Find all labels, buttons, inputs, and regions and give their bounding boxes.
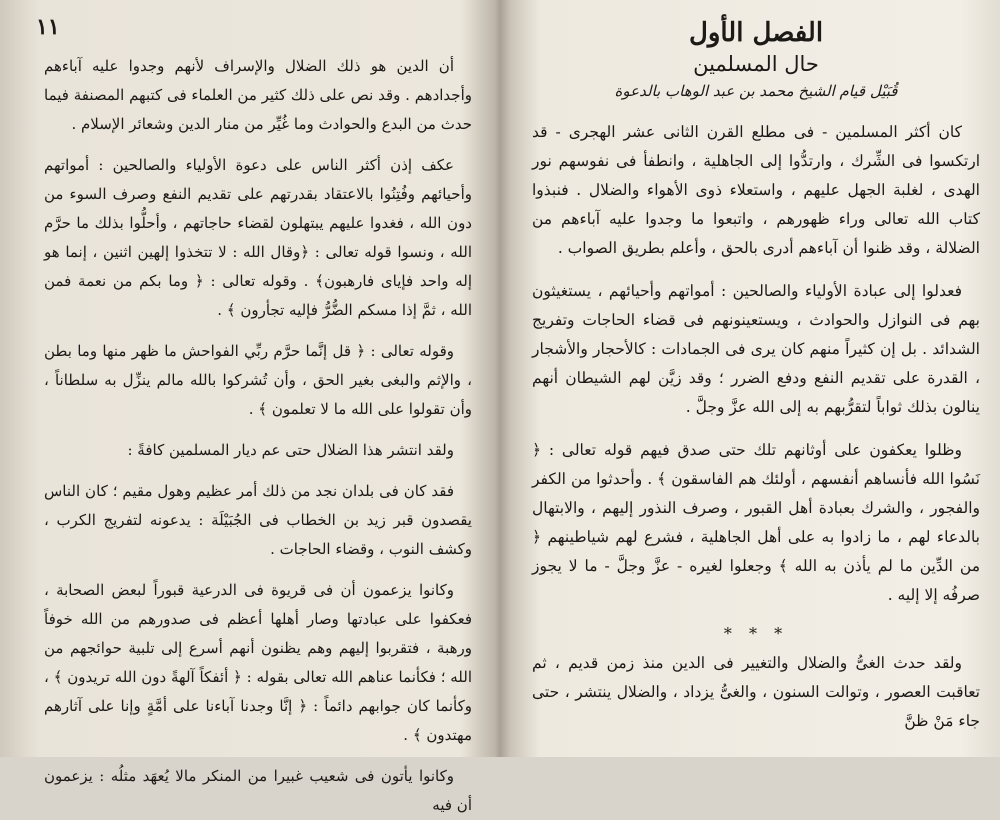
section-subtitle: قُبَيْل قيام الشيخ محمد بن عبد الوهاب بالدعوة	[614, 82, 898, 100]
paragraph: أن الدين هو ذلك الضلال والإسراف لأنهم وجدوا عليه آباءهم وأجدادهم . وقد نص على ذلك كثير من العلماء فى كتبهم المصنفة فيما حدث من البدع والحوادث وما غُيِّر من منار الدين وشعائر الإسلام .	[44, 57, 472, 133]
paragraph: ولقد انتشر هذا الضلال حتى عم ديار المسلمين كافةً :	[127, 441, 454, 459]
paragraph: وظلوا يعكفون على أوثانهم تلك حتى صدق فيهم قوله تعالى : ﴿ نَسُوا الله فأنساهم أنفسهم ، أولئك هم الفاسقون ﴾ . وأحدثوا من الكفر والفجور ، والشرك بعبادة أهل القبور ، وصرف النذور إليهم ، والابتهال بالدعاء لهم ، ما زادوا به على أهل الجاهلية ، فشرع لهم شياطينهم ﴿ من الدِّين ما لم يأذن به الله ﴾ وجعلوا لغيره - عزَّ وجلَّ - ما لا يجوز صرفُه إلا إليه .	[532, 441, 980, 604]
paragraph: وقوله تعالى : ﴿ قل إنَّما حرَّم ربِّي الفواحش ما ظهر منها وما بطن ، والإثم والبغى بغير الحق ، وأن تُشركوا بالله مالم ينزِّل به سلطاناً ، وأن تقولوا على الله ما لا تعلمون ﴾ .	[44, 342, 472, 418]
right-page	[502, 0, 1000, 757]
paragraph: فعدلوا إلى عبادة الأولياء والصالحين : أمواتهم وأحيائهم ، يستغيثون بهم فى النوازل والحوادث ، ويستعينونهم فى قضاء الحاجات وتفريج الشدائد . بل إن كثيراً منهم كان يرى فى الجمادات : كالأحجار والأشجار ، القدرة على تقديم النفع ودفع الضرر ؛ وقد زيَّن لهم الشيطان أنهم ينالون بذلك ثواباً لتقرُّبهم به إلى الله عزَّ وجلَّ .	[532, 282, 980, 416]
paragraph: ولقد حدث الغىُّ والضلال والتغيير فى الدين منذ زمن قديم ، ثم تعاقبت العصور ، وتوالت السنون ، والغىُّ يزداد ، والضلال ينتشر ، حتى جاء مَنْ ظنَّ	[532, 654, 980, 730]
chapter-title: الفصل الأول	[688, 18, 824, 48]
paragraph: فقد كان فى بلدان نجد من ذلك أمر عظيم وهول مقيم ؛ كان الناس يقصدون قبر زيد بن الخطاب فى الجُبَيْلَة : يدعونه لتفريج الكرب ، وكشف النوب ، وقضاء الحاجات .	[44, 482, 472, 558]
section-title: حال المسلمين	[693, 52, 819, 76]
section-separator: * * *	[723, 624, 789, 643]
paragraph: وكانوا يأتون فى شعيب غبيرا من المنكر مالا يُعهَد مثلُه : يزعمون أن فيه	[44, 767, 472, 814]
paragraph: عكف إذن أكثر الناس على دعوة الأولياء والصالحين : أمواتهم وأحيائهم وفُتِنُوا بالاعتقاد بقدرتهم على تقديم النفع وصرف السوء من دون الله ، فغدوا عليهم يبتهلون لقضاء حاجاتهم ، وأحلُّوا بذلك ما حرَّم الله ، ونسوا قوله تعالى : ﴿وقال الله : لا تتخذوا إلهين اثنين ، إنما هو إله واحد فإياى فارهبون﴾ . وقوله تعالى : ﴿ وما بكم من نعمة فمن الله ، ثمَّ إذا مسكم الضُّرُّ فإليه تجأرون ﴾ .	[44, 156, 472, 319]
left-page	[0, 0, 498, 814]
paragraph: وكانوا يزعمون أن فى قريوة فى الدرعية قبوراً لبعض الصحابة ، فعكفوا على عبادتها وصار أهلها أعظم فى صدورهم من الله خوفاً ورهبة ، فتقربوا إليهم وهم يظنون أنهم أسرع إلى تلبية حوائجهم من الله ؛ فكأنما عناهم الله تعالى بقوله : ﴿ أئفكاً آلهةً دون الله تريدون ﴾ ، وكأنما كان جوابهم دائماً : ﴿ إنَّا وجدنا آباءنا على أمَّةٍ وإنا على آثارهم مهتدون ﴾ .	[44, 581, 472, 744]
paragraph: كان أكثر المسلمين - فى مطلع القرن الثانى عشر الهجرى - قد ارتكسوا فى الشِّرك ، وارتدُّوا إلى الجاهلية ، وانطفأ فى نفوسهم نور الهدى ، لغلبة الجهل عليهم ، واستعلاء ذوى الأهواء والضلال . فنبذوا كتاب الله تعالى وراء ظهورهم ، واتبعوا ما وجدوا عليه آباءهم من الضلالة ، وقد ظنوا أن آباءهم أدرى بالحق ، وأعلم بطريق الصواب .	[532, 123, 980, 257]
page-number: ١١	[36, 14, 60, 40]
top-margin	[44, 12, 472, 52]
